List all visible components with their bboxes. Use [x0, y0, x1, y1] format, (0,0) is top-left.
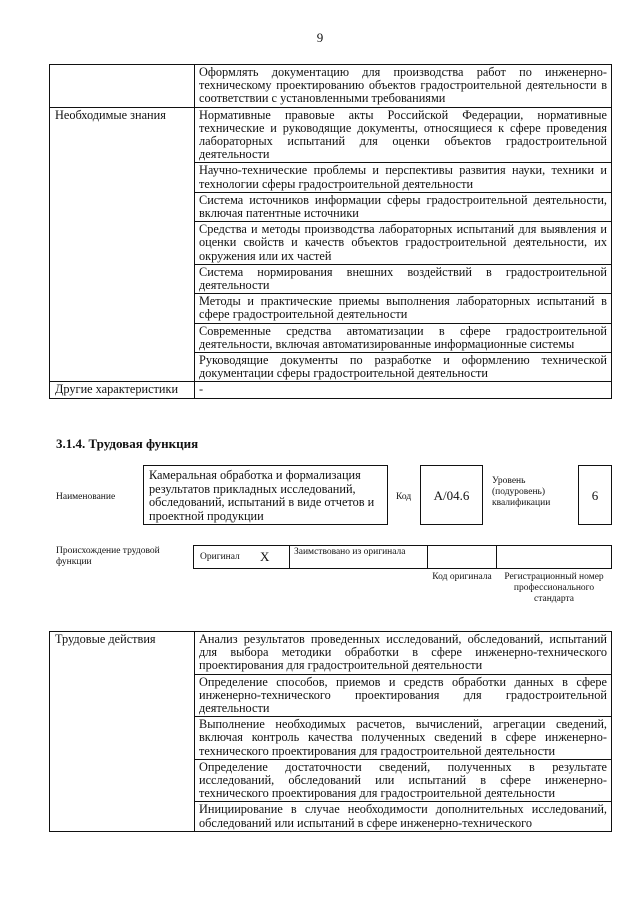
row-item: Оформлять документацию для производства работ по инженерно-техническому проектированию объектов градостроительной деятельности в соответствии с установленными требованиями — [195, 65, 612, 108]
table-row — [50, 65, 612, 108]
borrowed-cell — [289, 545, 428, 569]
name-label: Наименование — [56, 492, 116, 502]
origin-label: Происхождение трудовой функции — [56, 546, 160, 567]
row-item: Анализ результатов проведенных исследований, обследований, испытаний для выбора методики обработки в сфере инженерно-технического проектирования для градостроительной деятельности — [195, 632, 612, 675]
reg-number-cell — [496, 545, 612, 569]
row-item: Современные средства автоматизации в сфере градостроительной деятельности, включая автоматизированные информационные системы — [195, 323, 612, 352]
original-mark: X — [260, 549, 270, 564]
level-label: Уровень (подуровень) квалификации — [492, 476, 551, 508]
function-name-box: Камеральная обработка и формализация результатов прикладных исследований, обследований, испытаний в виде отчетов и проектной продукции — [143, 465, 388, 525]
row-item: Научно-технические проблемы и перспективы развития науки, техники и технологии сферы градостроительной деятельности — [195, 163, 612, 192]
level-value-box: 6 — [578, 465, 612, 525]
row-label-knowledge: Необходимые знания — [50, 107, 195, 382]
row-item: Средства и методы производства лабораторных испытаний для выявления и оценки свойств и качеств объектов градостроительной деятельности, их окружения или их частей — [195, 222, 612, 265]
row-item: Руководящие документы по разработке и оформлению технической документации сферы градостроительной деятельности — [195, 353, 612, 382]
actions-table — [49, 631, 612, 832]
table-row — [50, 107, 612, 163]
row-item: Определение способов, приемов и средств обработки данных в сфере инженерно-технического проектирования для градостроительной деятельности — [195, 674, 612, 717]
table-row — [50, 632, 612, 675]
original-code-cell — [427, 545, 497, 569]
row-item: Определение достаточности сведений, полученных в результате исследований, обследований или испытаний в сфере инженерно-технического проектирования для градостроительной деятельности — [195, 759, 612, 802]
row-item: Инициирование в случае необходимости дополнительных исследований, обследований или испытаний в сфере инженерно-технического — [195, 802, 612, 831]
page-number: 9 — [316, 30, 324, 45]
row-label-actions: Трудовые действия — [50, 632, 195, 832]
original-label: Оригинал — [200, 552, 240, 562]
reg-caption: Регистрационный номер профессионального стандарта — [504, 572, 604, 604]
row-item: Нормативные правовые акты Российской Федерации, нормативные технические и руководящие документы, относящиеся к сфере проведения лабораторных испытаний для оценки объектов градостроительной деятельности — [195, 107, 612, 163]
section-title: 3.1.4. Трудовая функция — [56, 436, 199, 451]
knowledge-table — [49, 64, 612, 399]
borrowed-label: Заимствовано из оригинала — [294, 547, 406, 557]
row-item: - — [195, 382, 612, 398]
code-caption: Код оригинала — [432, 572, 492, 582]
code-label: Код — [396, 492, 412, 502]
row-item: Методы и практические приемы выполнения лабораторных испытаний в сфере градостроительной деятельности — [195, 294, 612, 323]
original-cell — [193, 545, 290, 569]
row-label — [50, 65, 195, 108]
row-item: Выполнение необходимых расчетов, вычислений, агрегации сведений, включая контроль качества полученных сведений в сфере инженерно-технического проектирования для градостроительной деятельности — [195, 717, 612, 760]
row-item: Система нормирования внешних воздействий в градостроительной деятельности — [195, 264, 612, 293]
table-row — [50, 382, 612, 398]
row-item: Система источников информации сферы градостроительной деятельности, включая патентные источники — [195, 192, 612, 221]
row-label-other: Другие характеристики — [50, 382, 195, 398]
function-code-box: A/04.6 — [420, 465, 483, 525]
